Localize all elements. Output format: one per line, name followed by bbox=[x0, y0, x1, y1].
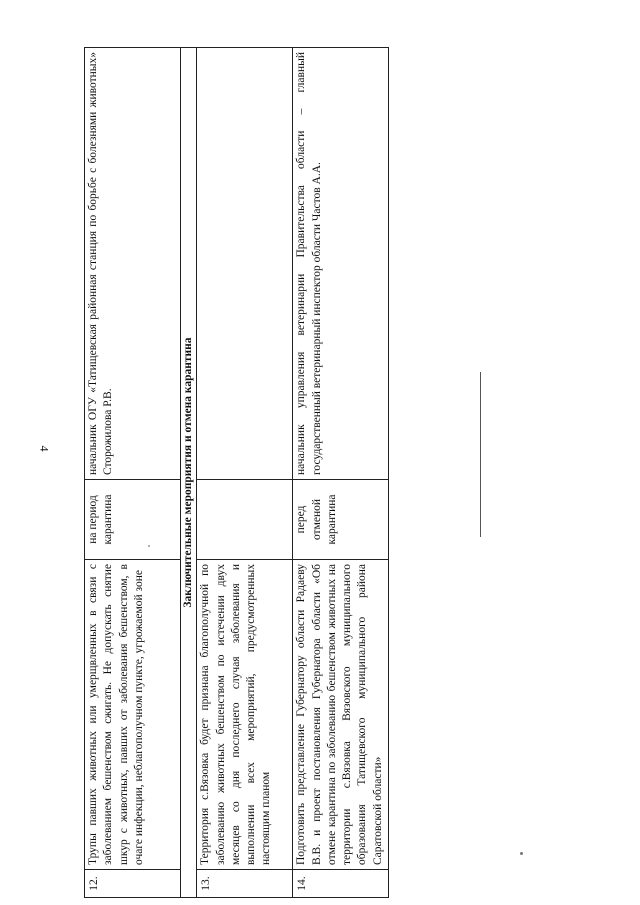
table-row bbox=[197, 48, 293, 898]
row-action: Территория с.Вязовка будет признана благополучной по заболеванию животных бешенством по истечении двух месяцев со дня последнего случая заболевания и выполнении всех мероприятий, предусмотренных настоящим планом bbox=[197, 560, 293, 870]
measures-table-frame bbox=[84, 48, 384, 898]
row-number: 14. bbox=[293, 870, 389, 898]
row-period: на период карантина bbox=[85, 480, 181, 560]
row-period: перед отменой карантина bbox=[293, 480, 389, 560]
section-title: Заключительные мероприятия и отмена карантина bbox=[181, 48, 197, 898]
row-responsible: начальник управления ветеринарии Правительства области – главный государственный ветеринарный инспектор области Частов А.А. bbox=[293, 48, 389, 480]
row-number: 12. bbox=[85, 870, 181, 898]
row-period bbox=[197, 480, 293, 560]
section-row bbox=[181, 48, 197, 898]
separator-line bbox=[480, 372, 481, 537]
measures-table bbox=[84, 47, 389, 898]
table-row bbox=[85, 48, 181, 898]
row-number: 13. bbox=[197, 870, 293, 898]
page-number: 4 bbox=[37, 445, 52, 452]
row-action: Трупы павших животных или умерщвленных в связи с заболеванием бешенством сжигать. Не допускать снятие шкур с животных, павших от заболевания бешенством, в очаге инфекции, неблагополучном пункте, угрожаемой зоне bbox=[85, 560, 181, 870]
table-row bbox=[293, 48, 389, 898]
row-responsible bbox=[197, 48, 293, 480]
scan-speck bbox=[520, 852, 523, 855]
rotated-table-container bbox=[84, 48, 384, 898]
row-responsible: начальник ОГУ «Татищевская районная станция по борьбе с болезнями животных» Сторожилова Р.В. bbox=[85, 48, 181, 480]
row-action: Подготовить представление Губернатору области Радаеву В.В. и проект постановления Губернатора области «Об отмене карантина по заболеванию бешенством животных на территории с.Вязовка Вязовского муниципального образования Татищевского муниципального района Саратовской области» bbox=[293, 560, 389, 870]
